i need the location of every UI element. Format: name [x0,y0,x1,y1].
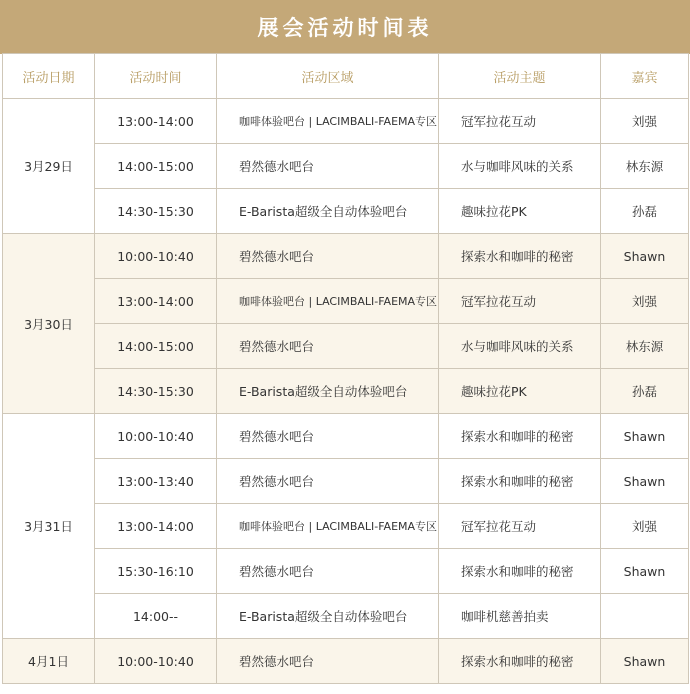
date-cell: 3月31日 [3,414,95,639]
guest-cell: 刘强 [601,504,689,549]
guest-cell: 孙磊 [601,369,689,414]
date-group [3,99,689,234]
time-cell: 14:30-15:30 [95,189,217,234]
table-row [3,144,689,189]
time-cell: 10:00-10:40 [95,414,217,459]
area-cell: 咖啡体验吧台 | LACIMBALI-FAEMA专区 [217,504,439,549]
time-cell: 14:00-15:00 [95,324,217,369]
area-cell: 碧然德水吧台 [217,324,439,369]
title-bar [0,0,690,54]
date-group [3,234,689,414]
time-cell: 15:30-16:10 [95,549,217,594]
header-topic: 活动主题 [439,54,601,99]
table-row [3,639,689,684]
guest-cell: Shawn [601,234,689,279]
date-cell: 3月29日 [3,99,95,234]
guest-cell: Shawn [601,549,689,594]
table-row [3,414,689,459]
time-cell: 13:00-14:00 [95,99,217,144]
table-row [3,459,689,504]
topic-cell: 探索水和咖啡的秘密 [439,549,601,594]
guest-cell [601,594,689,639]
date-group [3,414,689,639]
topic-cell: 冠军拉花互动 [439,279,601,324]
header-guest: 嘉宾 [601,54,689,99]
time-cell: 13:00-14:00 [95,504,217,549]
table-row [3,99,689,144]
area-cell: 碧然德水吧台 [217,639,439,684]
area-cell: 碧然德水吧台 [217,459,439,504]
area-cell: E-Barista超级全自动体验吧台 [217,369,439,414]
header-date: 活动日期 [3,54,95,99]
time-cell: 13:00-13:40 [95,459,217,504]
guest-cell: 孙磊 [601,189,689,234]
header-time: 活动时间 [95,54,217,99]
guest-cell: Shawn [601,459,689,504]
topic-cell: 探索水和咖啡的秘密 [439,234,601,279]
time-cell: 14:30-15:30 [95,369,217,414]
topic-cell: 冠军拉花互动 [439,504,601,549]
table-row [3,549,689,594]
area-cell: E-Barista超级全自动体验吧台 [217,594,439,639]
table-row [3,324,689,369]
time-cell: 14:00-- [95,594,217,639]
guest-cell: Shawn [601,414,689,459]
area-cell: 碧然德水吧台 [217,234,439,279]
time-cell: 10:00-10:40 [95,234,217,279]
table-row [3,594,689,639]
topic-cell: 探索水和咖啡的秘密 [439,414,601,459]
topic-cell: 冠军拉花互动 [439,99,601,144]
page-title: 展会活动时间表 [257,16,433,40]
table-row [3,369,689,414]
header-row [3,54,689,99]
area-cell: 咖啡体验吧台 | LACIMBALI-FAEMA专区 [217,99,439,144]
area-cell: 碧然德水吧台 [217,414,439,459]
table-row [3,189,689,234]
area-cell: 碧然德水吧台 [217,144,439,189]
topic-cell: 咖啡机慈善拍卖 [439,594,601,639]
area-cell: E-Barista超级全自动体验吧台 [217,189,439,234]
table-row [3,234,689,279]
time-cell: 13:00-14:00 [95,279,217,324]
topic-cell: 探索水和咖啡的秘密 [439,639,601,684]
area-cell: 咖啡体验吧台 | LACIMBALI-FAEMA专区 [217,279,439,324]
schedule-table [2,53,689,684]
area-cell: 碧然德水吧台 [217,549,439,594]
date-group [3,639,689,684]
guest-cell: 刘强 [601,99,689,144]
topic-cell: 水与咖啡风味的关系 [439,324,601,369]
time-cell: 10:00-10:40 [95,639,217,684]
topic-cell: 水与咖啡风味的关系 [439,144,601,189]
table-row [3,504,689,549]
topic-cell: 趣味拉花PK [439,189,601,234]
table-row [3,279,689,324]
guest-cell: 刘强 [601,279,689,324]
guest-cell: Shawn [601,639,689,684]
date-cell: 3月30日 [3,234,95,414]
topic-cell: 探索水和咖啡的秘密 [439,459,601,504]
topic-cell: 趣味拉花PK [439,369,601,414]
header-area: 活动区域 [217,54,439,99]
guest-cell: 林东源 [601,324,689,369]
time-cell: 14:00-15:00 [95,144,217,189]
date-cell: 4月1日 [3,639,95,684]
guest-cell: 林东源 [601,144,689,189]
